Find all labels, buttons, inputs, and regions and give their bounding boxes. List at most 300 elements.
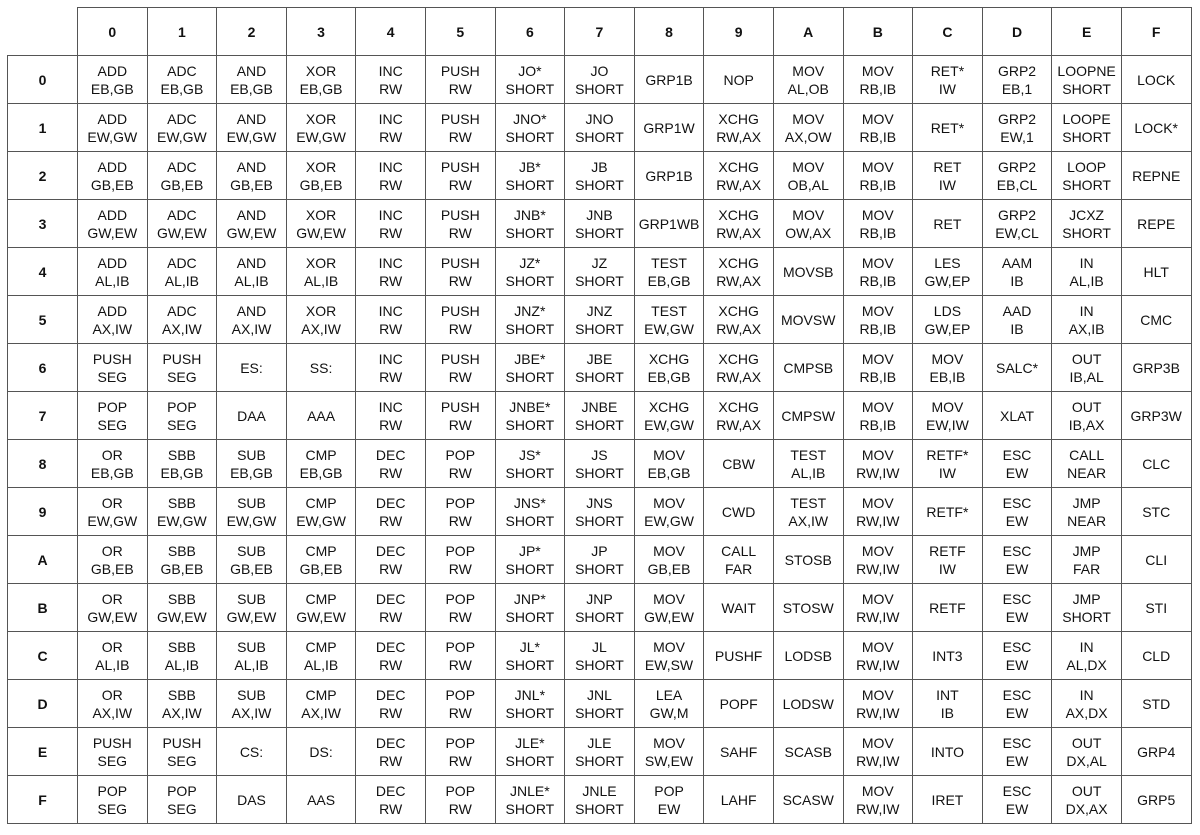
opcode-cell: MOV RW,IW — [843, 728, 913, 776]
opcode-cell: PUSH RW — [425, 392, 495, 440]
opcode-cell: POP SEG — [147, 776, 217, 824]
opcode-cell: XCHG RW,AX — [704, 104, 774, 152]
opcode-cell: ADC GW,EW — [147, 200, 217, 248]
opcode-cell: MOV OB,AL — [773, 152, 843, 200]
opcode-cell: ADC GB,EB — [147, 152, 217, 200]
opcode-cell: MOV RB,IB — [843, 392, 913, 440]
opcode-cell: NOP — [704, 56, 774, 104]
opcode-cell: SCASW — [773, 776, 843, 824]
opcode-cell: TEST EW,GW — [634, 296, 704, 344]
opcode-cell: POP EW — [634, 776, 704, 824]
table-row — [8, 488, 1192, 536]
opcode-cell: REPE — [1121, 200, 1191, 248]
opcode-cell: SUB GB,EB — [217, 536, 287, 584]
opcode-cell: GRP3B — [1121, 344, 1191, 392]
opcode-cell: WAIT — [704, 584, 774, 632]
opcode-cell: MOV RW,IW — [843, 632, 913, 680]
opcode-cell: IRET — [913, 776, 983, 824]
opcode-cell: MOV AX,OW — [773, 104, 843, 152]
opcode-cell: RETF* IW — [913, 440, 983, 488]
opcode-cell: GRP2 EW,CL — [982, 200, 1052, 248]
opcode-cell: SBB AL,IB — [147, 632, 217, 680]
column-header: 5 — [425, 8, 495, 56]
opcode-cell: CMP GW,EW — [286, 584, 356, 632]
opcode-cell: AAS — [286, 776, 356, 824]
opcode-cell: PUSH SEG — [147, 344, 217, 392]
opcode-cell: ESC EW — [982, 584, 1052, 632]
opcode-cell: ADD GB,EB — [78, 152, 148, 200]
opcode-cell: POP RW — [425, 632, 495, 680]
opcode-cell: JMP SHORT — [1052, 584, 1122, 632]
opcode-cell: INC RW — [356, 200, 426, 248]
opcode-cell: GRP1W — [634, 104, 704, 152]
opcode-cell: IN AX,DX — [1052, 680, 1122, 728]
opcode-cell: JO SHORT — [565, 56, 635, 104]
opcode-cell: JNLE SHORT — [565, 776, 635, 824]
opcode-cell: JNBE SHORT — [565, 392, 635, 440]
opcode-cell: ADD EW,GW — [78, 104, 148, 152]
opcode-cell: ESC EW — [982, 536, 1052, 584]
row-header: F — [8, 776, 78, 824]
table-row — [8, 440, 1192, 488]
opcode-cell: INC RW — [356, 56, 426, 104]
opcode-cell: IN AL,IB — [1052, 248, 1122, 296]
opcode-cell: JBE* SHORT — [495, 344, 565, 392]
row-header: A — [8, 536, 78, 584]
opcode-cell: INC RW — [356, 104, 426, 152]
opcode-cell: REPNE — [1121, 152, 1191, 200]
opcode-cell: ADD AX,IW — [78, 296, 148, 344]
opcode-cell: CMP AL,IB — [286, 632, 356, 680]
opcode-cell: CWD — [704, 488, 774, 536]
opcode-cell: ESC EW — [982, 776, 1052, 824]
opcode-cell: POP RW — [425, 488, 495, 536]
table-row — [8, 536, 1192, 584]
opcode-cell: POP RW — [425, 584, 495, 632]
opcode-cell: JZ* SHORT — [495, 248, 565, 296]
row-header: 1 — [8, 104, 78, 152]
opcode-cell: INT3 — [913, 632, 983, 680]
opcode-cell: SBB AX,IW — [147, 680, 217, 728]
opcode-cell: POP RW — [425, 728, 495, 776]
opcode-cell: ADD EB,GB — [78, 56, 148, 104]
opcode-cell: RETF — [913, 584, 983, 632]
table-row — [8, 344, 1192, 392]
opcode-cell: DEC RW — [356, 488, 426, 536]
opcode-cell: STC — [1121, 488, 1191, 536]
opcode-cell: ESC EW — [982, 728, 1052, 776]
opcode-cell: CMPSB — [773, 344, 843, 392]
column-header: F — [1121, 8, 1191, 56]
opcode-cell: JNLE* SHORT — [495, 776, 565, 824]
opcode-cell: PUSH SEG — [147, 728, 217, 776]
table-row — [8, 296, 1192, 344]
opcode-cell: POPF — [704, 680, 774, 728]
opcode-cell: RETF IW — [913, 536, 983, 584]
column-header: B — [843, 8, 913, 56]
column-header: 8 — [634, 8, 704, 56]
opcode-cell: INC RW — [356, 296, 426, 344]
opcode-cell: LES GW,EP — [913, 248, 983, 296]
opcode-cell: CMP AX,IW — [286, 680, 356, 728]
opcode-cell: ESC EW — [982, 440, 1052, 488]
opcode-cell: LOCK* — [1121, 104, 1191, 152]
opcode-cell: MOV RW,IW — [843, 440, 913, 488]
opcode-cell: JCXZ SHORT — [1052, 200, 1122, 248]
opcode-cell: LODSW — [773, 680, 843, 728]
opcode-cell: DAS — [217, 776, 287, 824]
opcode-cell: LAHF — [704, 776, 774, 824]
opcode-cell: PUSH SEG — [78, 728, 148, 776]
opcode-cell: GRP1WB — [634, 200, 704, 248]
opcode-cell: STOSB — [773, 536, 843, 584]
column-header: 7 — [565, 8, 635, 56]
table-row — [8, 104, 1192, 152]
opcode-cell: JB SHORT — [565, 152, 635, 200]
opcode-cell: OR EW,GW — [78, 488, 148, 536]
opcode-cell: CLC — [1121, 440, 1191, 488]
column-header: 9 — [704, 8, 774, 56]
opcode-cell: INC RW — [356, 344, 426, 392]
opcode-cell: RET IW — [913, 152, 983, 200]
opcode-cell: INC RW — [356, 152, 426, 200]
opcode-cell: POP RW — [425, 680, 495, 728]
opcode-cell: MOV RW,IW — [843, 584, 913, 632]
row-header: 5 — [8, 296, 78, 344]
opcode-cell: MOVSB — [773, 248, 843, 296]
opcode-cell: DEC RW — [356, 632, 426, 680]
opcode-cell: MOV EW,IW — [913, 392, 983, 440]
opcode-cell: ADC EW,GW — [147, 104, 217, 152]
opcode-cell: RET — [913, 200, 983, 248]
opcode-cell: CMPSW — [773, 392, 843, 440]
opcode-cell: CLD — [1121, 632, 1191, 680]
opcode-cell: OUT DX,AL — [1052, 728, 1122, 776]
opcode-cell: IN AX,IB — [1052, 296, 1122, 344]
opcode-cell: XCHG EB,GB — [634, 344, 704, 392]
opcode-cell: POP SEG — [78, 392, 148, 440]
opcode-cell: GRP2 EW,1 — [982, 104, 1052, 152]
opcode-cell: GRP5 — [1121, 776, 1191, 824]
opcode-cell: CBW — [704, 440, 774, 488]
opcode-cell: CALL NEAR — [1052, 440, 1122, 488]
opcode-cell: OUT IB,AX — [1052, 392, 1122, 440]
row-header: D — [8, 680, 78, 728]
table-row — [8, 632, 1192, 680]
row-header: E — [8, 728, 78, 776]
opcode-cell: CALL FAR — [704, 536, 774, 584]
opcode-cell: JS* SHORT — [495, 440, 565, 488]
opcode-cell: DEC RW — [356, 536, 426, 584]
opcode-cell: JNBE* SHORT — [495, 392, 565, 440]
opcode-cell: DEC RW — [356, 584, 426, 632]
column-header: 4 — [356, 8, 426, 56]
opcode-cell: MOV RW,IW — [843, 776, 913, 824]
row-header: 0 — [8, 56, 78, 104]
opcode-cell: CMC — [1121, 296, 1191, 344]
opcode-cell: DEC RW — [356, 776, 426, 824]
opcode-cell: MOV AL,OB — [773, 56, 843, 104]
row-header: C — [8, 632, 78, 680]
opcode-cell: RET* — [913, 104, 983, 152]
opcode-cell: PUSH RW — [425, 56, 495, 104]
opcode-cell: SAHF — [704, 728, 774, 776]
column-header: E — [1052, 8, 1122, 56]
opcode-cell: PUSH RW — [425, 344, 495, 392]
opcode-cell: XCHG EW,GW — [634, 392, 704, 440]
opcode-cell: LEA GW,M — [634, 680, 704, 728]
opcode-cell: ADC EB,GB — [147, 56, 217, 104]
opcode-cell: MOV EW,GW — [634, 488, 704, 536]
opcode-cell: INT IB — [913, 680, 983, 728]
opcode-cell: STOSW — [773, 584, 843, 632]
opcode-cell: XOR GB,EB — [286, 152, 356, 200]
opcode-cell: INTO — [913, 728, 983, 776]
opcode-cell: MOV RB,IB — [843, 152, 913, 200]
opcode-cell: JNO* SHORT — [495, 104, 565, 152]
opcode-cell: AND EB,GB — [217, 56, 287, 104]
opcode-cell: MOV RW,IW — [843, 680, 913, 728]
opcode-cell: DAA — [217, 392, 287, 440]
opcode-cell: INC RW — [356, 248, 426, 296]
opcode-cell: GRP4 — [1121, 728, 1191, 776]
column-header: C — [913, 8, 983, 56]
opcode-cell: MOVSW — [773, 296, 843, 344]
opcode-cell: AND GW,EW — [217, 200, 287, 248]
opcode-cell: AND EW,GW — [217, 104, 287, 152]
opcode-cell: POP SEG — [78, 776, 148, 824]
opcode-cell: CLI — [1121, 536, 1191, 584]
opcode-cell: MOV RW,IW — [843, 488, 913, 536]
opcode-cell: POP RW — [425, 776, 495, 824]
opcode-cell: JNP SHORT — [565, 584, 635, 632]
column-header: D — [982, 8, 1052, 56]
opcode-cell: LOOPE SHORT — [1052, 104, 1122, 152]
table-row — [8, 152, 1192, 200]
opcode-cell: SBB GW,EW — [147, 584, 217, 632]
opcode-cell: LODSB — [773, 632, 843, 680]
opcode-cell: XOR GW,EW — [286, 200, 356, 248]
opcode-cell: DEC RW — [356, 728, 426, 776]
row-header: 9 — [8, 488, 78, 536]
opcode-cell: PUSH RW — [425, 296, 495, 344]
opcode-cell: MOV RW,IW — [843, 536, 913, 584]
opcode-cell: ADC AX,IW — [147, 296, 217, 344]
opcode-cell: GRP2 EB,CL — [982, 152, 1052, 200]
opcode-cell: HLT — [1121, 248, 1191, 296]
opcode-cell: POP RW — [425, 440, 495, 488]
table-row — [8, 584, 1192, 632]
table-row — [8, 392, 1192, 440]
opcode-cell: ADC AL,IB — [147, 248, 217, 296]
opcode-cell: PUSH RW — [425, 248, 495, 296]
opcode-cell: ES: — [217, 344, 287, 392]
opcode-cell: PUSH SEG — [78, 344, 148, 392]
table-row — [8, 680, 1192, 728]
opcode-cell: GRP1B — [634, 152, 704, 200]
opcode-cell: MOV SW,EW — [634, 728, 704, 776]
opcode-cell: AND GB,EB — [217, 152, 287, 200]
opcode-cell: XOR EB,GB — [286, 56, 356, 104]
opcode-cell: JP* SHORT — [495, 536, 565, 584]
opcode-cell: AAD IB — [982, 296, 1052, 344]
opcode-cell: MOV RB,IB — [843, 248, 913, 296]
opcode-cell: XCHG RW,AX — [704, 200, 774, 248]
opcode-cell: ESC EW — [982, 680, 1052, 728]
opcode-cell: JNB SHORT — [565, 200, 635, 248]
opcode-cell: AND AL,IB — [217, 248, 287, 296]
opcode-cell: GRP1B — [634, 56, 704, 104]
opcode-cell: LOCK — [1121, 56, 1191, 104]
opcode-cell: ADD GW,EW — [78, 200, 148, 248]
opcode-cell: JNS SHORT — [565, 488, 635, 536]
opcode-cell: MOV OW,AX — [773, 200, 843, 248]
opcode-cell: MOV GB,EB — [634, 536, 704, 584]
table-row — [8, 776, 1192, 824]
opcode-cell: POP SEG — [147, 392, 217, 440]
opcode-cell: MOV RB,IB — [843, 56, 913, 104]
opcode-cell: SUB EW,GW — [217, 488, 287, 536]
column-header: 0 — [78, 8, 148, 56]
opcode-cell: CMP GB,EB — [286, 536, 356, 584]
opcode-cell: JLE* SHORT — [495, 728, 565, 776]
opcode-cell: MOV RB,IB — [843, 344, 913, 392]
opcode-cell: SBB EB,GB — [147, 440, 217, 488]
row-header: 6 — [8, 344, 78, 392]
opcode-cell: JP SHORT — [565, 536, 635, 584]
opcode-cell: OUT DX,AX — [1052, 776, 1122, 824]
row-header: B — [8, 584, 78, 632]
opcode-cell: SCASB — [773, 728, 843, 776]
row-header: 8 — [8, 440, 78, 488]
row-header: 2 — [8, 152, 78, 200]
table-row — [8, 56, 1192, 104]
opcode-cell: JBE SHORT — [565, 344, 635, 392]
row-header: 3 — [8, 200, 78, 248]
opcode-cell: LOOPNE SHORT — [1052, 56, 1122, 104]
opcode-cell: SUB EB,GB — [217, 440, 287, 488]
opcode-cell: SS: — [286, 344, 356, 392]
opcode-cell: MOV EB,IB — [913, 344, 983, 392]
opcode-cell: ADD AL,IB — [78, 248, 148, 296]
opcode-cell: MOV EW,SW — [634, 632, 704, 680]
opcode-cell: DEC RW — [356, 680, 426, 728]
opcode-cell: MOV EB,GB — [634, 440, 704, 488]
opcode-cell: CMP EB,GB — [286, 440, 356, 488]
opcode-cell: JNP* SHORT — [495, 584, 565, 632]
opcode-cell: JNS* SHORT — [495, 488, 565, 536]
opcode-cell: POP RW — [425, 536, 495, 584]
opcode-cell: CMP EW,GW — [286, 488, 356, 536]
opcode-cell: GRP3W — [1121, 392, 1191, 440]
opcode-cell: XOR AL,IB — [286, 248, 356, 296]
opcode-cell: JO* SHORT — [495, 56, 565, 104]
opcode-cell: STD — [1121, 680, 1191, 728]
table-body — [8, 56, 1192, 824]
opcode-cell: MOV RB,IB — [843, 200, 913, 248]
opcode-cell: STI — [1121, 584, 1191, 632]
opcode-cell: SUB AL,IB — [217, 632, 287, 680]
opcode-cell: JNL* SHORT — [495, 680, 565, 728]
opcode-cell: TEST AL,IB — [773, 440, 843, 488]
opcode-cell: JNZ SHORT — [565, 296, 635, 344]
opcode-cell: DEC RW — [356, 440, 426, 488]
opcode-cell: JL* SHORT — [495, 632, 565, 680]
opcode-cell: PUSHF — [704, 632, 774, 680]
opcode-cell: MOV RB,IB — [843, 104, 913, 152]
opcode-cell: OR GB,EB — [78, 536, 148, 584]
opcode-cell: XOR EW,GW — [286, 104, 356, 152]
opcode-cell: XCHG RW,AX — [704, 152, 774, 200]
opcode-cell: MOV RB,IB — [843, 296, 913, 344]
opcode-cell: JMP NEAR — [1052, 488, 1122, 536]
opcode-cell: IN AL,DX — [1052, 632, 1122, 680]
opcode-cell: OR GW,EW — [78, 584, 148, 632]
opcode-cell: JNZ* SHORT — [495, 296, 565, 344]
opcode-cell: DS: — [286, 728, 356, 776]
opcode-cell: GRP2 EB,1 — [982, 56, 1052, 104]
opcode-cell: AAA — [286, 392, 356, 440]
opcode-cell: INC RW — [356, 392, 426, 440]
opcode-cell: JB* SHORT — [495, 152, 565, 200]
opcode-cell: XCHG RW,AX — [704, 344, 774, 392]
table-row — [8, 728, 1192, 776]
opcode-cell: JNO SHORT — [565, 104, 635, 152]
table-row — [8, 200, 1192, 248]
opcode-cell: XOR AX,IW — [286, 296, 356, 344]
opcode-cell: JNL SHORT — [565, 680, 635, 728]
column-header: 2 — [217, 8, 287, 56]
opcode-cell: SBB EW,GW — [147, 488, 217, 536]
opcode-cell: XCHG RW,AX — [704, 392, 774, 440]
opcode-cell: RET* IW — [913, 56, 983, 104]
opcode-cell: AND AX,IW — [217, 296, 287, 344]
opcode-cell: SUB GW,EW — [217, 584, 287, 632]
opcode-cell: OUT IB,AL — [1052, 344, 1122, 392]
opcode-cell: OR AL,IB — [78, 632, 148, 680]
opcode-cell: TEST EB,GB — [634, 248, 704, 296]
opcode-cell: XLAT — [982, 392, 1052, 440]
column-header: 3 — [286, 8, 356, 56]
column-header: A — [773, 8, 843, 56]
opcode-cell: PUSH RW — [425, 104, 495, 152]
opcode-cell: XCHG RW,AX — [704, 248, 774, 296]
corner-cell — [8, 8, 78, 56]
opcode-cell: XCHG RW,AX — [704, 296, 774, 344]
opcode-cell: RETF* — [913, 488, 983, 536]
opcode-cell: TEST AX,IW — [773, 488, 843, 536]
opcode-cell: PUSH RW — [425, 200, 495, 248]
opcode-cell: JMP FAR — [1052, 536, 1122, 584]
opcode-table — [7, 7, 1192, 824]
opcode-cell: AAM IB — [982, 248, 1052, 296]
opcode-cell: JL SHORT — [565, 632, 635, 680]
opcode-cell: SUB AX,IW — [217, 680, 287, 728]
opcode-cell: JS SHORT — [565, 440, 635, 488]
opcode-cell: SBB GB,EB — [147, 536, 217, 584]
opcode-cell: LOOP SHORT — [1052, 152, 1122, 200]
header-row — [8, 8, 1192, 56]
opcode-cell: LDS GW,EP — [913, 296, 983, 344]
opcode-cell: ESC EW — [982, 488, 1052, 536]
opcode-cell: PUSH RW — [425, 152, 495, 200]
opcode-cell: OR EB,GB — [78, 440, 148, 488]
opcode-cell: JLE SHORT — [565, 728, 635, 776]
opcode-cell: ESC EW — [982, 632, 1052, 680]
column-header: 1 — [147, 8, 217, 56]
opcode-cell: JZ SHORT — [565, 248, 635, 296]
column-header: 6 — [495, 8, 565, 56]
